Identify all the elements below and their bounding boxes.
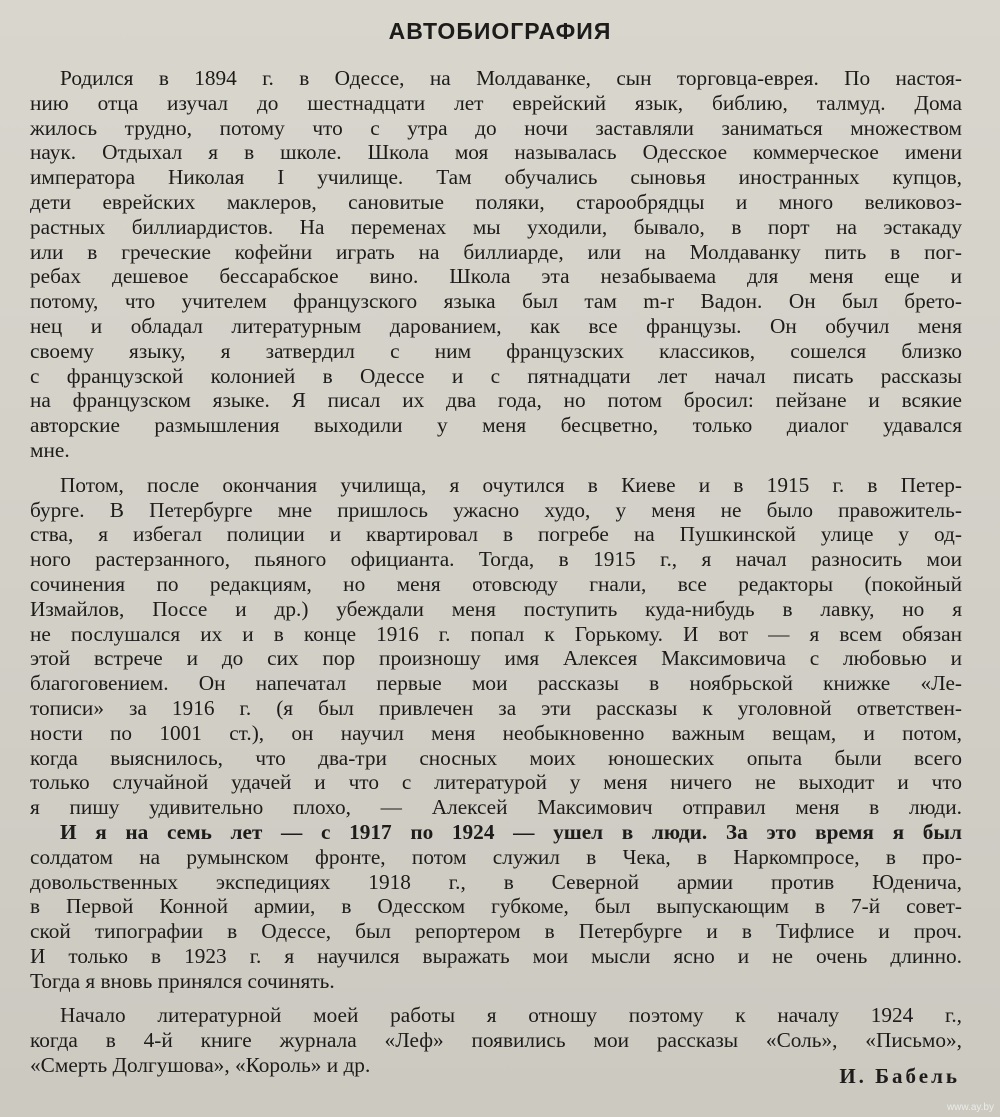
paragraph-gap xyxy=(30,993,962,1003)
text-line: не послушался их и в конце 1916 г. попал к Горькому. И вот — я всем обязан xyxy=(30,621,962,646)
text-line: нию отца изучал до шестнадцати лет еврейский язык, библию, талмуд. Дома xyxy=(30,90,962,115)
text-line: И я на семь лет — с 1917 по 1924 — ушел в люди. За это время я был xyxy=(60,819,962,844)
text-line: солдатом на румынском фронте, потом служил в Чека, в Наркомпросе, в про- xyxy=(30,844,962,869)
paragraph-gap xyxy=(30,463,962,473)
text-line: ской типографии в Одессе, был репортером в Петербурге и в Тифлисе и проч. xyxy=(30,919,962,944)
text-line: когда в 4-й книге журнала «Леф» появились мои рассказы «Соль», «Письмо», xyxy=(30,1028,962,1053)
text-line: я пишу удивительно плохо, — Алексей Максимович отправил меня в люди. xyxy=(30,795,962,820)
page-title: АВТОБИОГРАФИЯ xyxy=(388,18,612,44)
text-line: этой встрече и до сих пор произношу имя Алексея Максимовича с любовью и xyxy=(30,646,962,671)
text-line: бурге. В Петербурге мне пришлось ужасно худо, у меня не было правожитель- xyxy=(30,497,962,522)
text-line: только случайной удачей и что с литературой у меня ничего не выходит и что xyxy=(30,770,962,795)
watermark: www.ay.by xyxy=(946,1102,994,1113)
text-line: на французском языке. Я писал их два года, но потом бросил: пейзане и всякие xyxy=(30,388,962,413)
text-line: тописи» за 1916 г. (я был привлечен за эти рассказы к уголовной ответствен- xyxy=(30,695,962,720)
text-line: в Первой Конной армии, в Одесском губкоме, был выпускающим в 7-й совет- xyxy=(30,894,962,919)
text-line: наук. Отдыхал я в школе. Школа моя называлась Одесское коммерческое имени xyxy=(30,140,962,165)
text-line: своему языку, я затвердил с ним французских классиков, сошелся близко xyxy=(30,338,962,363)
text-line: нец и обладал литературным дарованием, как все французы. Он обучил меня xyxy=(30,313,962,338)
text-line: ства, я избегал полиции и квартировал в погребе на Пушкинской улице у од- xyxy=(30,522,962,547)
text-line: авторские размышления выходили у меня бесцветно, только диалог удавался xyxy=(30,413,962,438)
text-line: дети еврейских маклеров, сановитые поляки, старообрядцы и много великовоз- xyxy=(30,189,962,214)
text-line: с французской колонией в Одессе и с пятнадцати лет начал писать рассказы xyxy=(30,363,962,388)
text-line: или в греческие кофейни играть на биллиарде, или на Молдаванку пить в пог- xyxy=(30,239,962,264)
text-line: благоговением. Он напечатал первые мои рассказы в ноябрьской книжке «Ле- xyxy=(30,671,962,696)
text-line: мне. xyxy=(30,437,70,462)
text-line: И только в 1923 г. я научился выражать мои мысли ясно и не очень длинно. xyxy=(30,943,962,968)
text-line: императора Николая I училище. Там обучались сыновья иностранных купцов, xyxy=(30,165,962,190)
text-line: растных биллиардистов. На переменах мы уходили, бывало, в порт на эстакаду xyxy=(30,214,962,239)
author-signature: И. Бабель xyxy=(839,1064,960,1088)
text-line: когда выяснилось, что два-три сносных моих юношеских опыта были всего xyxy=(30,745,962,770)
text-line: Потом, после окончания училища, я очутился в Киеве и в 1915 г. в Петер- xyxy=(60,472,962,497)
text-line: сочинения по редакциям, но меня отовсюду гнали, все редакторы (покойный xyxy=(30,571,962,596)
text-line: ребах дешевое бессарабское вино. Школа эта незабываема для меня еще и xyxy=(30,264,962,289)
document-body xyxy=(30,66,962,1078)
text-line: потому, что учителем французского языка был там m-r Вадон. Он был брето- xyxy=(30,289,962,314)
text-line: Начало литературной моей работы я отношу поэтому к началу 1924 г., xyxy=(60,1003,962,1028)
text-line: ного растерзанного, пьяного официанта. Тогда, в 1915 г., я начал разносить мои xyxy=(30,547,962,572)
text-line: Измайлов, Поссе и др.) убеждали меня поступить куда-нибудь в лавку, но я xyxy=(30,596,962,621)
text-line: Тогда я вновь принялся сочинять. xyxy=(30,968,335,993)
text-line: Родился в 1894 г. в Одессе, на Молдаванке, сын торговца-еврея. По настоя- xyxy=(60,66,962,90)
text-line: «Смерть Долгушова», «Король» и др. xyxy=(30,1053,371,1078)
text-line: жилось трудно, потому что с утра до ночи заставляли заниматься множеством xyxy=(30,115,962,140)
text-line: ности по 1001 ст.), он научил меня необыкновенно важным вещам, и потом, xyxy=(30,720,962,745)
text-line: довольственных экспедициях 1918 г., в Северной армии против Юденича, xyxy=(30,869,962,894)
